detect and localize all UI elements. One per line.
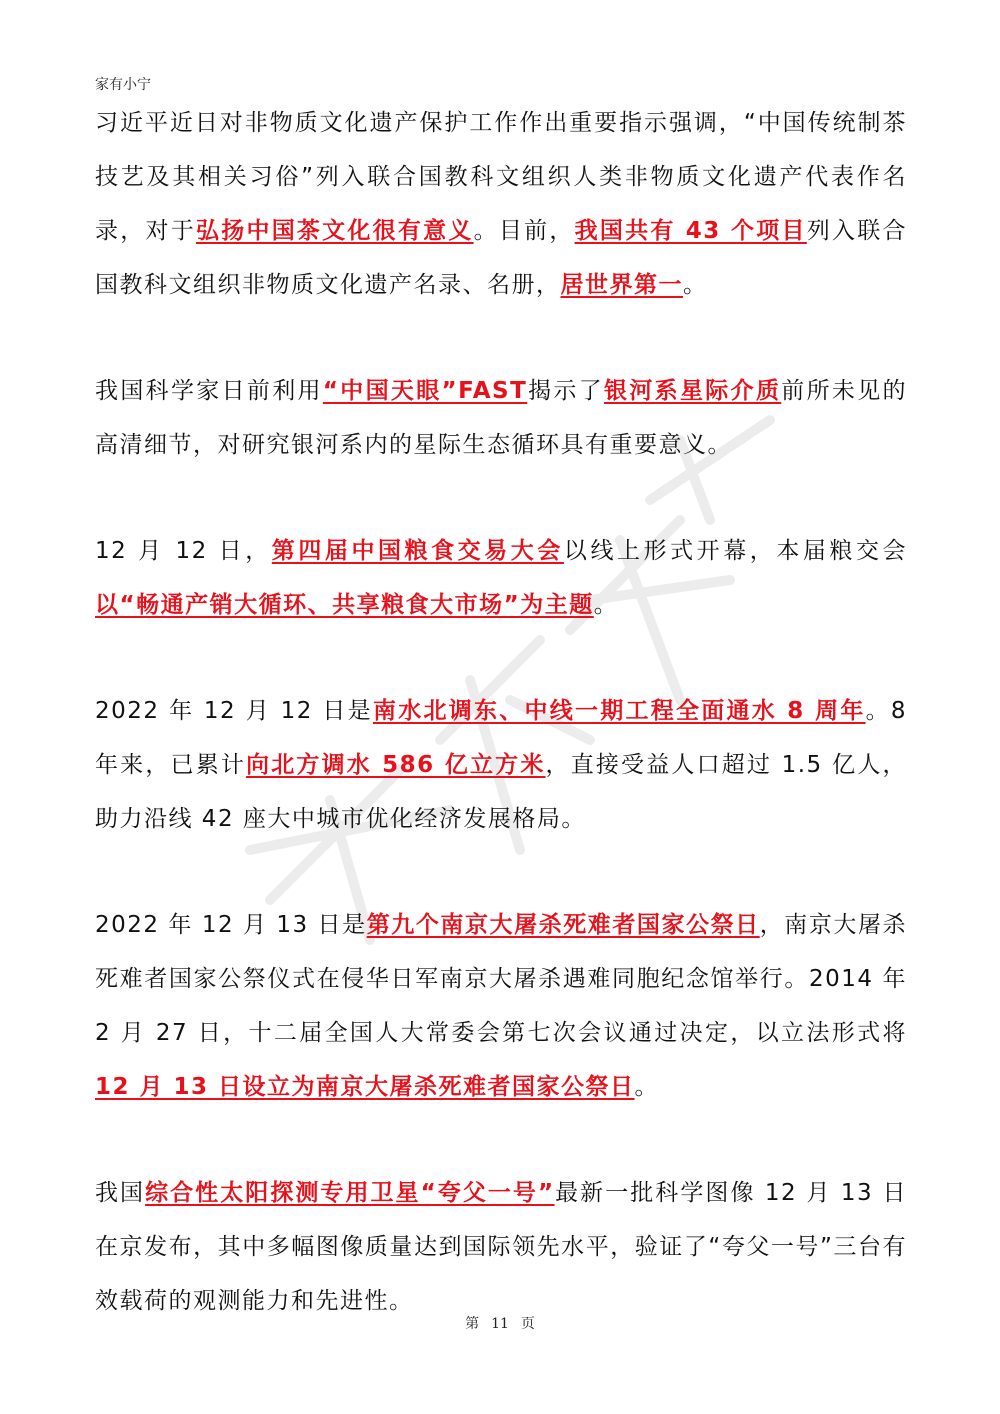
paragraph-text: 。目前， [473, 218, 575, 244]
highlighted-phrase: 我国共有 43 个项目 [574, 218, 807, 244]
paragraph-3 [95, 524, 907, 632]
highlighted-phrase: 南水北调东、中线一期工程全面通水 8 周年 [372, 698, 866, 724]
paragraph-text: 我国科学家日前利用 [95, 378, 323, 404]
highlighted-phrase: 银河系星际介质 [604, 378, 782, 404]
paragraph-text: ，南京大屠杀死难者国家公祭仪式在侵华日军南京大屠杀遇难同胞纪念馆举行。2014 年 2 月 27 日，十二届全国人大常委会第七次会议通过决定，以立法形式将 [95, 912, 907, 1046]
paragraph-text: 。8 年来，已累计 [95, 698, 907, 778]
highlighted-phrase: 居世界第一 [560, 272, 683, 298]
page-header: 家有小宁 [95, 77, 151, 93]
paragraph-text: 12 月 12 日， [95, 538, 272, 564]
paragraph-text: 以线上形式开幕，本届粮交会 [563, 538, 908, 564]
paragraph-2 [95, 364, 907, 472]
highlighted-phrase: 向北方调水 586 亿立方米 [246, 752, 546, 778]
paragraph-6 [95, 1166, 907, 1328]
document-body [95, 96, 907, 1328]
paragraph-text: 2022 年 12 月 12 日是 [95, 698, 373, 724]
page-number: 11 [491, 1316, 509, 1332]
paragraph-text: ，直接受益人口超过 1.5 亿人，助力沿线 42 座大中城市优化经济发展格局。 [95, 752, 908, 832]
paragraph-text: 前所未见的高清细节，对研究银河系内的星际生态循环具有重要意义。 [95, 378, 908, 458]
highlighted-phrase: 第九个南京大屠杀死难者国家公祭日 [366, 912, 760, 938]
highlighted-phrase: 12 月 13 日设立为南京大屠杀死难者国家公祭日 [95, 1074, 635, 1100]
footer-suffix: 页 [520, 1316, 535, 1332]
paragraph-text: 习近平近日对非物质文化遗产保护工作作出重要指示强调，“中国传统制茶技艺及其相关习俗”列入联合国教科文组织人类非物质文化遗产代表作名录，对于 [95, 110, 907, 244]
footer-prefix: 第 [465, 1316, 480, 1332]
paragraph-text: 。 [683, 272, 708, 298]
highlighted-phrase: 弘扬中国茶文化很有意义 [195, 218, 474, 244]
paragraph-text: 。 [634, 1074, 660, 1100]
paragraph-text: 列入联合国教科文组织非物质文化遗产名录、名册， [95, 218, 908, 298]
paragraph-text: 最新一批科学图像 12 月 13 日在京发布，其中多幅图像质量达到国际领先水平，验证了“夸父一号”三台有效载荷的观测能力和先进性。 [95, 1180, 908, 1314]
paragraph-text: 。 [593, 592, 619, 618]
paragraph-1 [95, 96, 907, 312]
paragraph-text: 2022 年 12 月 13 日是 [95, 912, 367, 938]
highlighted-phrase: 以“畅通产销大循环、共享粮食大市场”为主题 [95, 592, 594, 618]
paragraph-text: 我国 [95, 1180, 146, 1206]
highlighted-phrase: “中国天眼”FAST [322, 378, 528, 404]
paragraph-text: 揭示了 [527, 378, 605, 404]
page-footer [0, 1313, 1000, 1333]
paragraph-5 [95, 898, 907, 1114]
paragraph-4 [95, 684, 907, 846]
highlighted-phrase: 综合性太阳探测专用卫星“夸父一号” [145, 1180, 555, 1206]
highlighted-phrase: 第四届中国粮食交易大会 [271, 538, 564, 564]
